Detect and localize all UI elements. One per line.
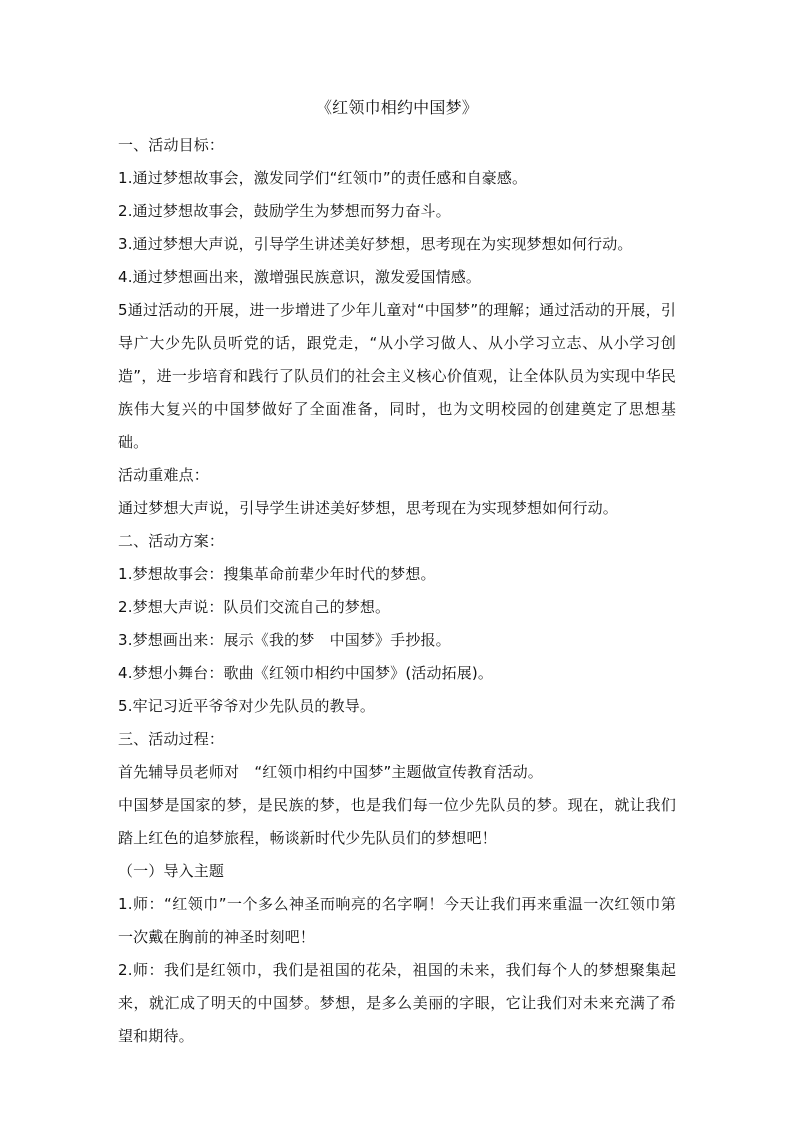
goal-item-1: 1.通过梦想故事会，激发同学们“红领巾”的责任感和自豪感。 (118, 169, 528, 187)
process-paragraph: 中国梦是国家的梦，是民族的梦，也是我们每一位少先队员的梦。现在，就让我们踏上红色的追梦旅程，畅谈新时代少先队员们的梦想吧！ (118, 796, 676, 847)
document-title: 《红领巾相约中国梦》 (315, 98, 478, 117)
key-points-heading: 活动重难点： (118, 466, 209, 484)
goal-item-5: 5通过活动的开展，进一步增进了少年儿童对“中国梦”的理解；通过活动的开展，引导广大少先队员听党的话，跟党走，“从小学习做人、从小学习立志、从小学习创造”，进一步培育和践行了队员们的社会主义核心价值观，让全体队员为实现中华民族伟大复兴的中国梦做好了全面准备，同时，也为文明校园的创建奠定了思想基础。 (118, 301, 676, 451)
plan-item-5: 5.牢记习近平爷爷对少先队员的教导。 (118, 697, 376, 715)
teacher-line-1: 1.师：“红领巾”一个多么神圣而响亮的名字啊！今天让我们再来重温一次红领巾第一次戴在胸前的神圣时刻吧！ (118, 895, 676, 946)
plan-item-2: 2.梦想大声说：队员们交流自己的梦想。 (118, 598, 391, 616)
section-heading-plan: 二、活动方案： (118, 532, 225, 550)
teacher-line-2: 2.师：我们是红领巾，我们是祖国的花朵，祖国的未来，我们每个人的梦想聚集起来，就汇成了明天的中国梦。梦想，是多么美丽的字眼，它让我们对未来充满了希望和期待。 (118, 961, 676, 1045)
document-body (118, 98, 676, 1053)
goal-item-2: 2.通过梦想故事会，鼓励学生为梦想而努力奋斗。 (118, 202, 451, 220)
plan-item-4: 4.梦想小舞台：歌曲《红领巾相约中国梦》(活动拓展)。 (118, 664, 494, 682)
process-intro: 首先辅导员老师对 “红领巾相约中国梦”主题做宣传教育活动。 (118, 763, 543, 781)
section-heading-goals: 一、活动目标： (118, 136, 225, 154)
plan-item-1: 1.梦想故事会：搜集革命前辈少年时代的梦想。 (118, 565, 436, 583)
goal-item-4: 4.通过梦想画出来，激增强民族意识，激发爱国情感。 (118, 268, 482, 286)
key-points-text: 通过梦想大声说，引导学生讲述美好梦想，思考现在为实现梦想如何行动。 (118, 499, 618, 517)
section-heading-process: 三、活动过程： (118, 730, 225, 748)
subsection-heading-intro: （一）导入主题 (118, 862, 225, 880)
goal-item-3: 3.通过梦想大声说，引导学生讲述美好梦想，思考现在为实现梦想如何行动。 (118, 235, 633, 253)
plan-item-3: 3.梦想画出来：展示《我的梦 中国梦》手抄报。 (118, 631, 451, 649)
